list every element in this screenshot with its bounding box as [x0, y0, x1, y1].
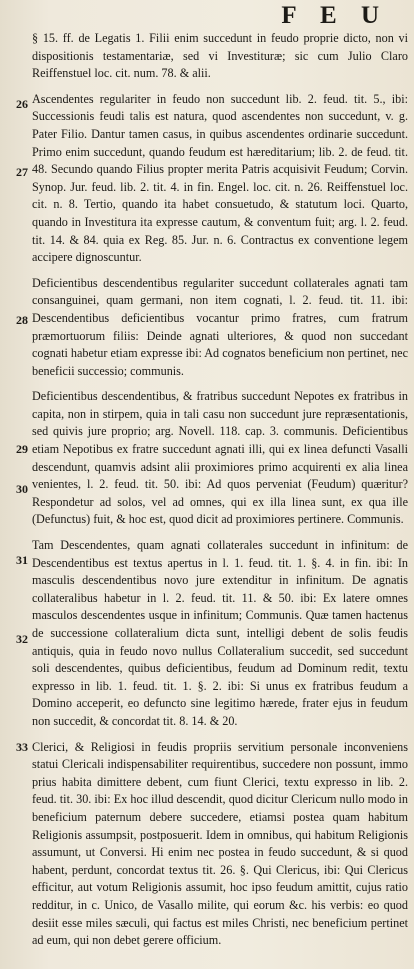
- margin-number: 30: [16, 482, 28, 496]
- margin-number: 32: [16, 632, 28, 646]
- margin-number: 27: [16, 165, 28, 179]
- margin-number: 31: [16, 553, 28, 567]
- margin-number: 29: [16, 442, 28, 456]
- paragraph: Deficientibus descendentibus, & fratribus succedunt Nepotes ex fratribus in capita, non in stirpem, quia in tali casu non succedunt jure repræsentationis, sed quivis jure proprio; arg. Novell. 118. cap. 3. communis. Deficientibus etiam Nepotibus ex fratre succedunt agnati illi, qui ex linea defuncti Vasalli descendunt, quamvis adsint alii proximiores primo acquirenti ex alia linea venientes, l. 2. feud. tit. 50. ibi: Ad quos perveniat (Feudum) quæritur? Respondetur ad solos, vel ad omnes, qui ex illa linea sunt, ex qua ille (Defunctus) fuit, & hoc est, quod dicit ad proximiores pertinere. Communis.: [32, 389, 408, 527]
- margin-number: 26: [16, 97, 28, 111]
- text-body: [32, 30, 408, 958]
- margin-number: 33: [16, 740, 28, 754]
- left-margin: [0, 0, 30, 969]
- paragraph: Ascendentes regulariter in feudo non succedunt lib. 2. feud. tit. 5., ibi: Successionis feudi talis est natura, quod ascendentes non succedunt, v. g. Pater Filio. Dantur tamen casus, in quibus ascendentes ordinarie succedunt. Primo enim succedunt, quando feudum est hæreditarium; lib. 2. de feud. tit. 48. Secundo quando Filius propter merita Patris acquisivit Feudum; Corvin. Synop. Jur. feud. lib. 2. tit. 4. in fin. Engel. loc. cit. n. 26. Reiffenstuel loc. cit. n. 8. Tertio, quando ita habet consuetudo, & statutum loci. Quarto, quando in Investitura ita expresse cautum, & conventum fuit; arg. l. 2. feud. tit. 14. & 84. quia ex Reg. 85. Jur. n. 6. Contractus ex conventione legem accipere dignoscuntur.: [32, 91, 408, 265]
- paragraph: § 15. ff. de Legatis 1. Filii enim succedunt in feudo proprie dicto, non vi dispositionis testamentariæ, sed vi Investituræ; sic cum Julio Claro Reiffenstuel loc. cit. num. 78. & alii.: [32, 31, 408, 81]
- margin-number: 28: [16, 313, 28, 327]
- running-title: F E U: [281, 2, 388, 29]
- paragraph: Deficientibus descendentibus regulariter succedunt collaterales agnati tam consanguinei, quam germani, non item cognati, l. 2. feud. tit. 11. ibi: Descendentibus deficientibus vocantur primo fratres, cum fratrum præmortuorum filiis: Deinde agnati ulteriores, & quod non succedant cognati habetur etiam expresse ibi: Ad cognatos beneficium non pertinet, nec beneficii successio; communis.: [32, 275, 408, 378]
- paragraph: Clerici, & Religiosi in feudis propriis servitium personale inconveniens statui Clericali indispensabiliter requirentibus, succedere non possunt, immo prius habita dimittere debent, cum fiunt Clerici, textu expresso in lib. 2. feud. tit. 30. ibi: Ex hoc illud descendit, quod dicitur Clericum nullo modo in beneficium paternum debere succedere, etiamsi postea quam habitum Religionis assumpsit, postposuerit. Idem in omnibus, qui habitum Religionis assumunt, ut Conversi. Hi enim nec postea in feudo succedunt, & si quod habent, perdunt, concordat textus tit. 26. §. Qui Clericus, ibi: Qui Clericus efficitur, aut votum Religionis assumit, hoc ipso feudum amittit, cujus ratio redditur, in c. Unico, de Vasallo milite, qui eorum &c. his verbis: eo quod desiit esse miles sæculi, qui factus est miles Christi, nec beneficium pertinet ad eum, qui non debet gerere officium.: [32, 739, 408, 948]
- paragraph: Tam Descendentes, quam agnati collaterales succedunt in infinitum: de Descendentibus est textus apertus in l. 1. feud. tit. 1. §. 4. in fin. ibi: In masculis descendentibus novo jure extenditur in infinitum. De agnatis collateralibus habetur in l. 2. feud. tit. 11. & 50. ibi: Ex latere omnes masculos descendentes usque in infinitum; Communis. Quæ tamen hactenus de successione collateralium dicta sunt, intelligi debent de solis feudis antiquis, quia in feudo novo nullus Collateralium succedit, sed succedunt soli descendentes, quibus deficientibus, feudum ad Dominum redit, textu expresso in lib. 1. feud. tit. 1. §. 2. ibi: Si unus ex fratribus feudum a Domino acceperit, eo defuncto sine legitimo hærede, frater ejus in feudum non succedit, & concordat tit. 8. 14. & 20.: [32, 538, 408, 728]
